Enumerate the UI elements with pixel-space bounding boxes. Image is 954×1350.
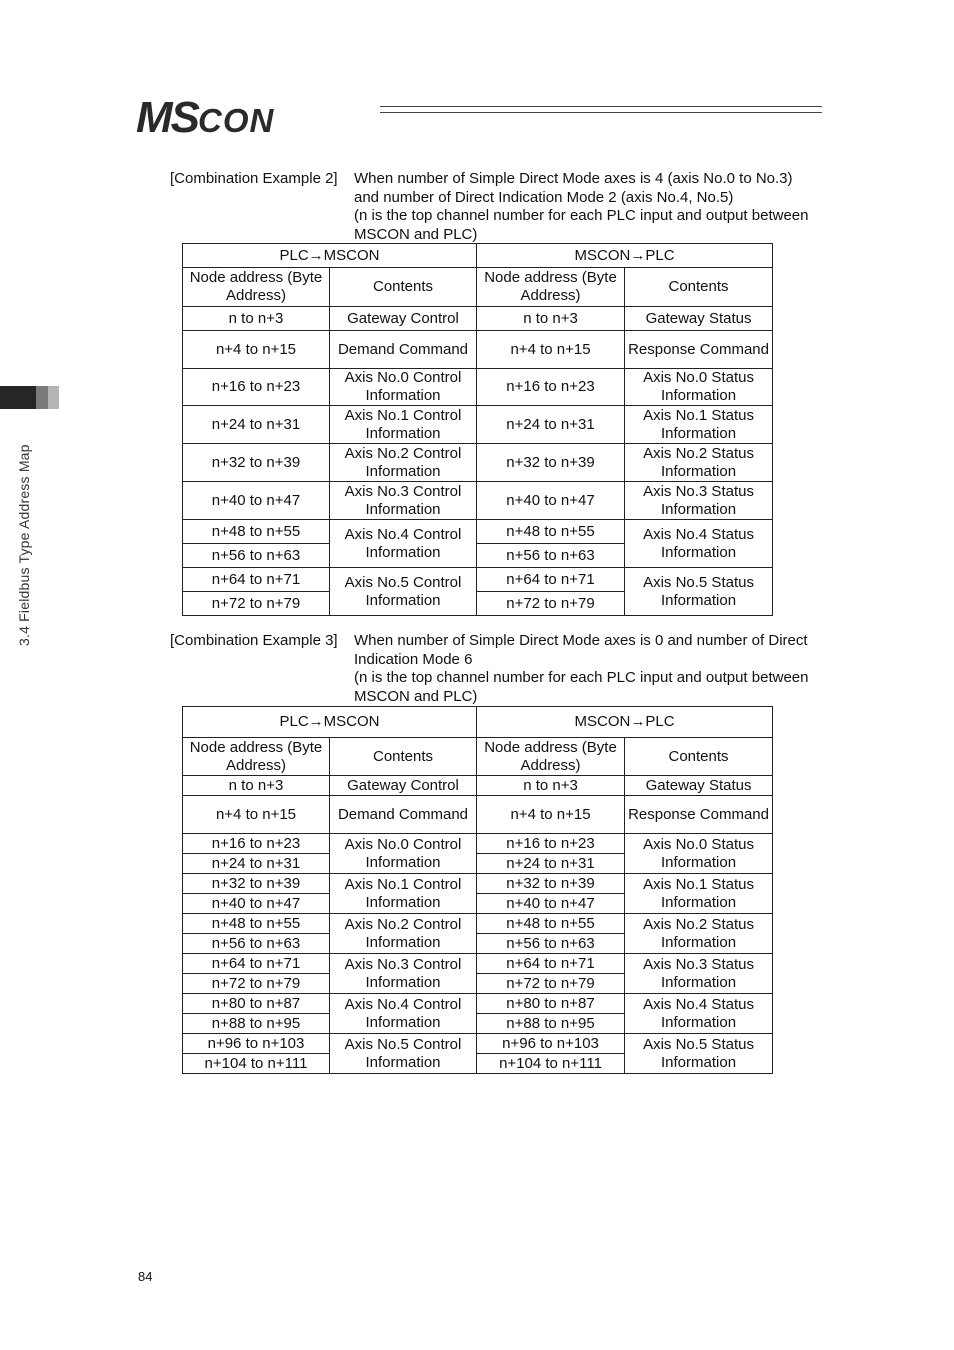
- example2-caption: [170, 170, 850, 244]
- plc-address: n+24 to n+31: [183, 406, 330, 444]
- mscon-address: n+88 to n+95: [477, 1014, 625, 1034]
- example3-line: (n is the top channel number for each PLC input and output between: [354, 669, 809, 686]
- example3-line: MSCON and PLC): [354, 687, 478, 705]
- mscon-contents: Axis No.3 Status Information: [625, 482, 773, 520]
- logo-con: CON: [198, 102, 275, 139]
- table-header-row: [183, 707, 773, 738]
- mscon-address: n+72 to n+79: [477, 592, 625, 616]
- plc-contents: Axis No.0 Control Information: [330, 834, 477, 874]
- mscon-address: n+64 to n+71: [477, 568, 625, 592]
- plc-address: n+64 to n+71: [183, 954, 330, 974]
- header-rule-bottom: [380, 112, 822, 113]
- mscon-contents: Gateway Status: [625, 776, 773, 796]
- example2-table: [182, 243, 773, 616]
- mscon-address: n+24 to n+31: [477, 854, 625, 874]
- mscon-contents: Axis No.2 Status Information: [625, 914, 773, 954]
- mscon-address: n+40 to n+47: [477, 894, 625, 914]
- example3-lead: [Combination Example 3]: [170, 632, 338, 649]
- plc-address: n+96 to n+103: [183, 1034, 330, 1054]
- example2-line: MSCON and PLC): [354, 225, 478, 243]
- plc-contents: Axis No.1 Control Information: [330, 406, 477, 444]
- plc-contents: Demand Command: [330, 796, 477, 834]
- col-header: Contents: [625, 268, 773, 307]
- chapter-tab-light: [48, 386, 59, 409]
- plc-address: n+80 to n+87: [183, 994, 330, 1014]
- mscon-contents: Gateway Status: [625, 307, 773, 331]
- plc-address: n+4 to n+15: [183, 796, 330, 834]
- plc-contents: Axis No.3 Control Information: [330, 954, 477, 994]
- col-header: Node address (Byte Address): [183, 738, 330, 776]
- plc-contents: Axis No.4 Control Information: [330, 520, 477, 568]
- mscon-address: n+64 to n+71: [477, 954, 625, 974]
- col-header: Node address (Byte Address): [183, 268, 330, 307]
- col-header: Node address (Byte Address): [477, 268, 625, 307]
- mscon-address: n+56 to n+63: [477, 544, 625, 568]
- example3-line: Indication Mode 6: [354, 650, 473, 668]
- plc-contents: Axis No.5 Control Information: [330, 568, 477, 616]
- mscon-logo: [136, 93, 275, 142]
- plc-contents: Demand Command: [330, 331, 477, 369]
- group-header-mscon: MSCON→PLC: [477, 244, 773, 268]
- mscon-address: n+4 to n+15: [477, 331, 625, 369]
- plc-contents: Axis No.4 Control Information: [330, 994, 477, 1034]
- table-row: [183, 954, 773, 974]
- mscon-contents: Axis No.5 Status Information: [625, 1034, 773, 1074]
- chapter-tab-dark: [0, 386, 36, 409]
- plc-address: n+48 to n+55: [183, 520, 330, 544]
- plc-contents: Axis No.1 Control Information: [330, 874, 477, 914]
- plc-contents: Gateway Control: [330, 307, 477, 331]
- col-header: Contents: [625, 738, 773, 776]
- header-rule-top: [380, 106, 822, 107]
- plc-contents: Axis No.0 Control Information: [330, 369, 477, 406]
- mscon-address: n+104 to n+111: [477, 1054, 625, 1074]
- col-header: Contents: [330, 268, 477, 307]
- table-header-row: [183, 244, 773, 268]
- mscon-address: n+32 to n+39: [477, 444, 625, 482]
- table-row: [183, 776, 773, 796]
- mscon-address: n+72 to n+79: [477, 974, 625, 994]
- chapter-tab-mid: [36, 386, 48, 409]
- example3-table: [182, 706, 773, 1074]
- table-row: [183, 307, 773, 331]
- mscon-address: n+48 to n+55: [477, 914, 625, 934]
- table-row: [183, 568, 773, 592]
- plc-address: n+4 to n+15: [183, 331, 330, 369]
- mscon-address: n+16 to n+23: [477, 834, 625, 854]
- col-header: Node address (Byte Address): [477, 738, 625, 776]
- mscon-contents: Axis No.2 Status Information: [625, 444, 773, 482]
- example3-caption: [170, 632, 850, 706]
- table-row: [183, 914, 773, 934]
- table-row: [183, 520, 773, 544]
- plc-contents: Gateway Control: [330, 776, 477, 796]
- example2-line: When number of Simple Direct Mode axes is 4 (axis No.0 to No.3): [354, 170, 793, 187]
- mscon-contents: Axis No.5 Status Information: [625, 568, 773, 616]
- group-header-mscon: MSCON→PLC: [477, 707, 773, 738]
- mscon-contents: Axis No.0 Status Information: [625, 834, 773, 874]
- plc-address: n+32 to n+39: [183, 874, 330, 894]
- plc-address: n+56 to n+63: [183, 934, 330, 954]
- plc-contents: Axis No.2 Control Information: [330, 444, 477, 482]
- mscon-address: n+32 to n+39: [477, 874, 625, 894]
- mscon-contents: Axis No.4 Status Information: [625, 994, 773, 1034]
- plc-address: n to n+3: [183, 776, 330, 796]
- plc-contents: Axis No.5 Control Information: [330, 1034, 477, 1074]
- example2-lead: [Combination Example 2]: [170, 170, 338, 187]
- plc-address: n+56 to n+63: [183, 544, 330, 568]
- table-header-row: [183, 268, 773, 307]
- plc-address: n+32 to n+39: [183, 444, 330, 482]
- mscon-contents: Axis No.0 Status Information: [625, 369, 773, 406]
- mscon-contents: Axis No.3 Status Information: [625, 954, 773, 994]
- mscon-address: n+16 to n+23: [477, 369, 625, 406]
- logo-ms: MS: [136, 93, 198, 142]
- mscon-contents: Axis No.1 Status Information: [625, 874, 773, 914]
- table-row: [183, 834, 773, 854]
- group-header-plc: PLC→MSCON: [183, 244, 477, 268]
- table-row: [183, 444, 773, 482]
- table-row: [183, 994, 773, 1014]
- mscon-address: n+48 to n+55: [477, 520, 625, 544]
- plc-address: n+88 to n+95: [183, 1014, 330, 1034]
- plc-address: n to n+3: [183, 307, 330, 331]
- mscon-address: n+96 to n+103: [477, 1034, 625, 1054]
- page-number: 84: [138, 1269, 153, 1284]
- mscon-address: n+4 to n+15: [477, 796, 625, 834]
- plc-address: n+72 to n+79: [183, 974, 330, 994]
- col-header: Contents: [330, 738, 477, 776]
- mscon-contents: Axis No.1 Status Information: [625, 406, 773, 444]
- mscon-address: n to n+3: [477, 776, 625, 796]
- section-label: 3.4 Fieldbus Type Address Map: [16, 444, 32, 646]
- table-row: [183, 369, 773, 406]
- plc-contents: Axis No.2 Control Information: [330, 914, 477, 954]
- mscon-contents: Axis No.4 Status Information: [625, 520, 773, 568]
- plc-address: n+16 to n+23: [183, 834, 330, 854]
- plc-address: n+64 to n+71: [183, 568, 330, 592]
- table-row: [183, 796, 773, 834]
- table-row: [183, 406, 773, 444]
- table-header-row: [183, 738, 773, 776]
- example2-line: and number of Direct Indication Mode 2 (axis No.4, No.5): [354, 188, 734, 206]
- plc-address: n+72 to n+79: [183, 592, 330, 616]
- plc-address: n+24 to n+31: [183, 854, 330, 874]
- mscon-address: n to n+3: [477, 307, 625, 331]
- example3-line: When number of Simple Direct Mode axes is 0 and number of Direct: [354, 632, 808, 649]
- plc-contents: Axis No.3 Control Information: [330, 482, 477, 520]
- example2-line: (n is the top channel number for each PLC input and output between: [354, 207, 809, 224]
- mscon-address: n+56 to n+63: [477, 934, 625, 954]
- mscon-address: n+24 to n+31: [477, 406, 625, 444]
- plc-address: n+104 to n+111: [183, 1054, 330, 1074]
- plc-address: n+48 to n+55: [183, 914, 330, 934]
- plc-address: n+40 to n+47: [183, 894, 330, 914]
- plc-address: n+40 to n+47: [183, 482, 330, 520]
- mscon-address: n+80 to n+87: [477, 994, 625, 1014]
- mscon-contents: Response Command: [625, 331, 773, 369]
- group-header-plc: PLC→MSCON: [183, 707, 477, 738]
- table-row: [183, 874, 773, 894]
- plc-address: n+16 to n+23: [183, 369, 330, 406]
- table-row: [183, 331, 773, 369]
- mscon-address: n+40 to n+47: [477, 482, 625, 520]
- mscon-contents: Response Command: [625, 796, 773, 834]
- table-row: [183, 1034, 773, 1054]
- table-row: [183, 482, 773, 520]
